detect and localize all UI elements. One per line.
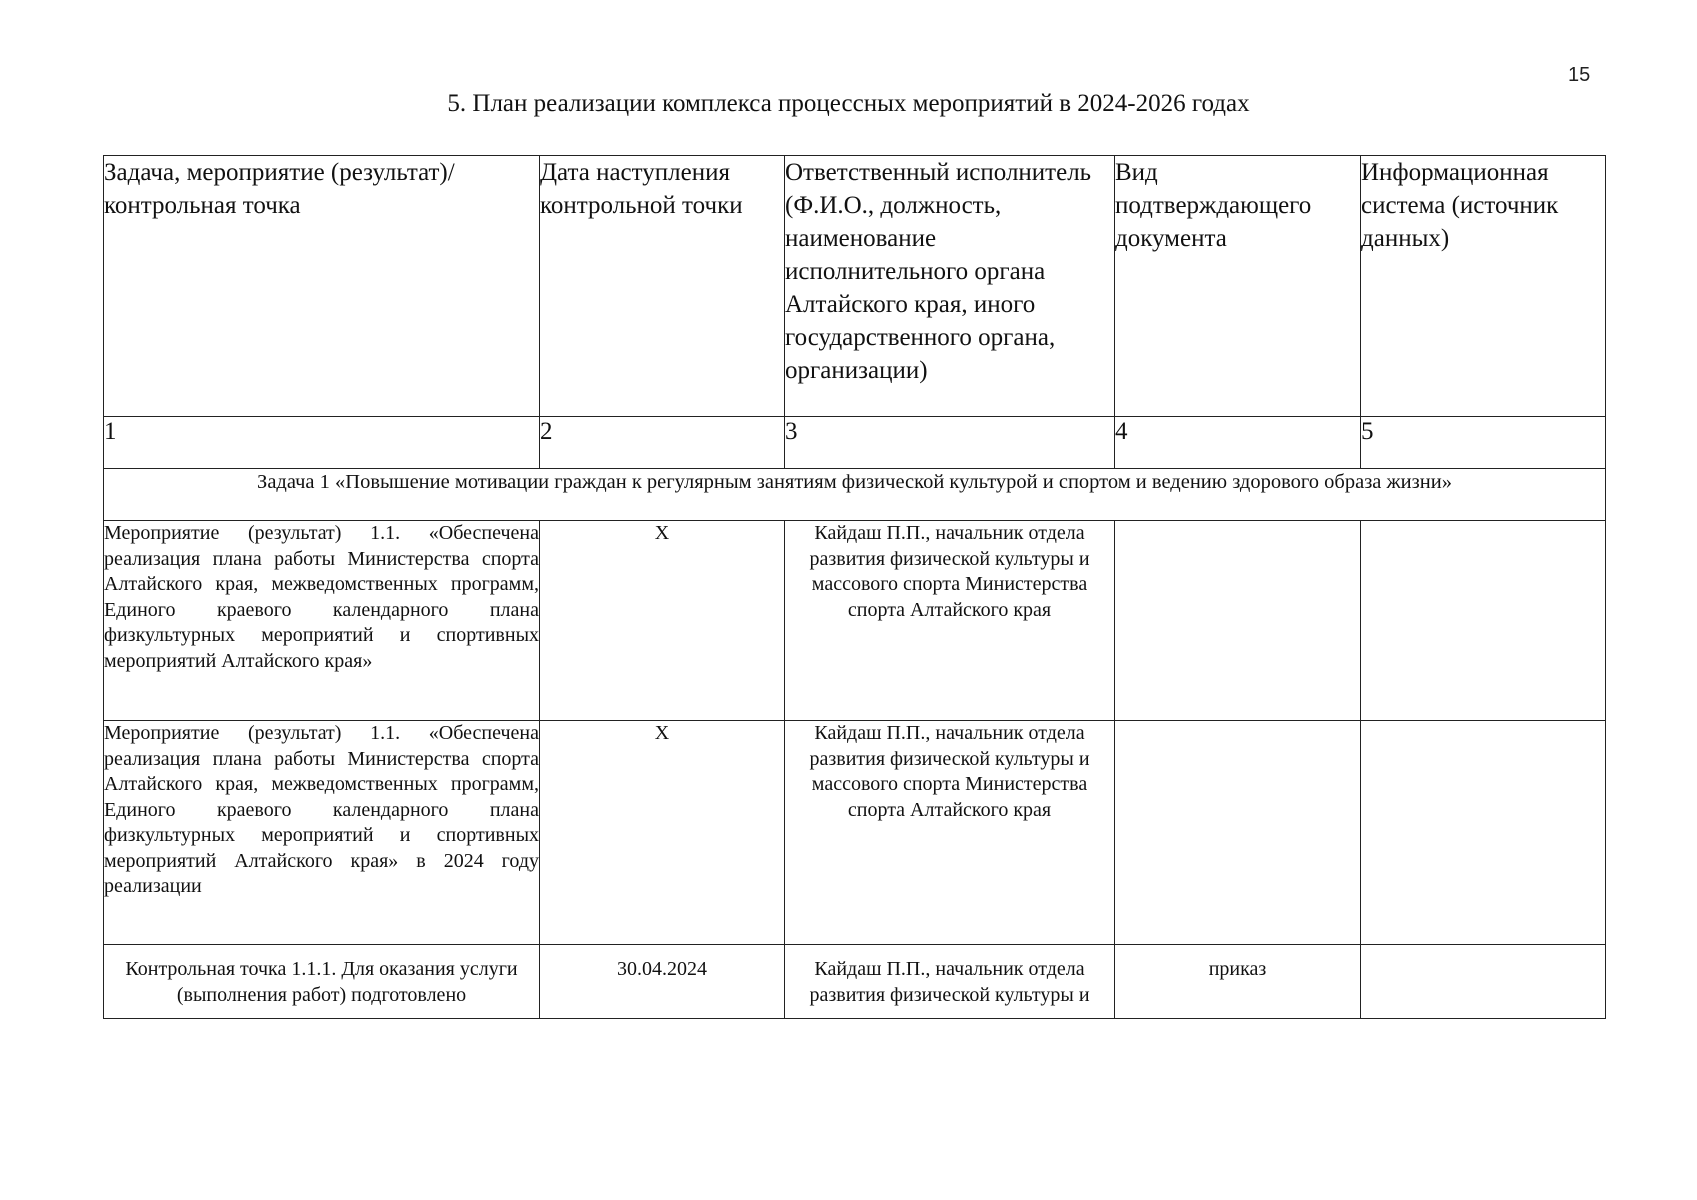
- header-row: [104, 156, 1606, 417]
- task-row: [104, 469, 1606, 521]
- date-cell: X: [540, 721, 785, 945]
- document-cell: [1115, 521, 1361, 721]
- system-cell: [1361, 721, 1606, 945]
- column-number: 5: [1361, 417, 1606, 469]
- activity-cell: Контрольная точка 1.1.1. Для оказания услуги (выполнения работ) подготовлено: [104, 945, 540, 1019]
- page-title: 5. План реализации комплекса процессных мероприятий в 2024-2026 годах: [447, 90, 1250, 117]
- system-cell: [1361, 521, 1606, 721]
- system-cell: [1361, 945, 1606, 1019]
- header-document: Вид подтверждающего документа: [1115, 156, 1361, 417]
- responsible-cell: Кайдаш П.П., начальник отдела развития физической культуры и: [785, 945, 1115, 1019]
- table-row: [104, 721, 1606, 945]
- responsible-cell: Кайдаш П.П., начальник отдела развития физической культуры и массового спорта Министерства спорта Алтайского края: [785, 521, 1115, 721]
- activity-cell: Мероприятие (результат) 1.1. «Обеспечена реализация плана работы Министерства спорта Алтайского края, межведомственных программ, Единого краевого календарного плана физкультурных мероприятий и спортивных мероприятий Алтайского края» в 2024 году реализации: [104, 721, 540, 945]
- header-date: Дата наступления контрольной точки: [540, 156, 785, 417]
- header-responsible: Ответственный исполнитель (Ф.И.О., должность, наименование исполнительного органа Алтайского края, иного государственного органа, организации): [785, 156, 1115, 417]
- column-number: 4: [1115, 417, 1361, 469]
- date-cell: 30.04.2024: [540, 945, 785, 1019]
- header-system: Информационная система (источник данных): [1361, 156, 1606, 417]
- column-number: 1: [104, 417, 540, 469]
- column-number: 3: [785, 417, 1115, 469]
- column-number: 2: [540, 417, 785, 469]
- date-cell: X: [540, 521, 785, 721]
- task-title: Задача 1 «Повышение мотивации граждан к регулярным занятиям физической культурой и спортом и ведению здорового образа жизни»: [104, 469, 1606, 521]
- plan-table: [103, 155, 1606, 1019]
- table-row: [104, 521, 1606, 721]
- header-task: Задача, мероприятие (результат)/ контрольная точка: [104, 156, 540, 417]
- document-cell: [1115, 721, 1361, 945]
- page-number: 15: [1568, 64, 1591, 86]
- column-number-row: [104, 417, 1606, 469]
- document-cell: приказ: [1115, 945, 1361, 1019]
- table-row: [104, 945, 1606, 1019]
- activity-cell: Мероприятие (результат) 1.1. «Обеспечена реализация плана работы Министерства спорта Алтайского края, межведомственных программ, Единого краевого календарного плана физкультурных мероприятий и спортивных мероприятий Алтайского края»: [104, 521, 540, 721]
- responsible-cell: Кайдаш П.П., начальник отдела развития физической культуры и массового спорта Министерства спорта Алтайского края: [785, 721, 1115, 945]
